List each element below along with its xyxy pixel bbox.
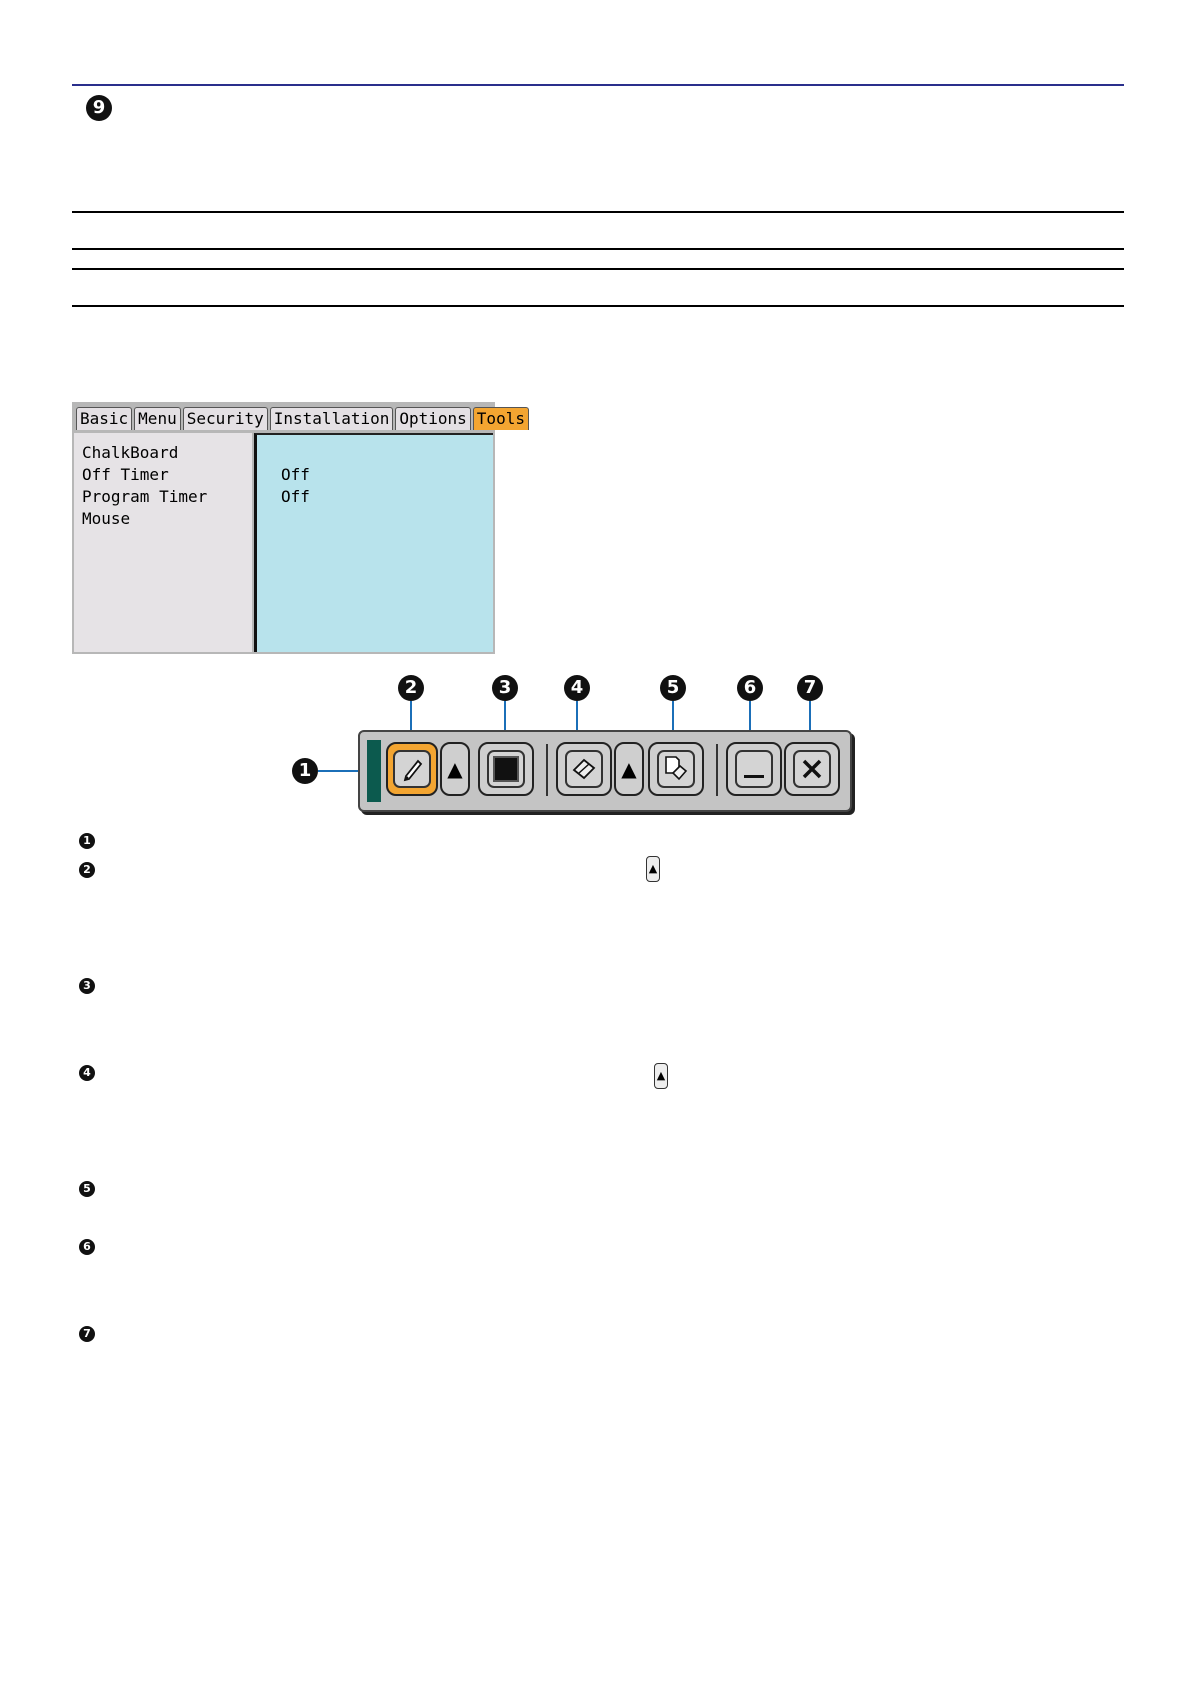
list-marker: 5: [79, 1181, 95, 1197]
table-rule: [72, 248, 1124, 250]
close-button[interactable]: [784, 742, 840, 796]
eraser-size-dropdown-button[interactable]: [614, 742, 644, 796]
eraser-button[interactable]: [556, 742, 612, 796]
tab-options[interactable]: Options: [395, 407, 470, 430]
toolbar-separator: [546, 744, 548, 796]
off-timer-value: Off: [281, 465, 310, 484]
tab-menu[interactable]: Menu: [134, 407, 181, 430]
toolbar-drag-handle[interactable]: [367, 740, 381, 802]
clear-icon: [657, 750, 695, 788]
pen-button[interactable]: [386, 742, 438, 796]
list-marker: 4: [79, 1065, 95, 1081]
list-marker: 6: [79, 1239, 95, 1255]
callout-badge: 3: [492, 675, 518, 701]
list-marker: 2: [79, 862, 95, 878]
eraser-icon: [565, 750, 603, 788]
tab-basic[interactable]: Basic: [76, 407, 132, 430]
list-marker: 3: [79, 978, 95, 994]
callout-badge: 5: [660, 675, 686, 701]
tab-installation[interactable]: Installation: [270, 407, 394, 430]
menu-item-off-timer[interactable]: Off Timer: [82, 465, 169, 484]
table-rule: [72, 268, 1124, 270]
menu-item-mouse[interactable]: Mouse: [82, 509, 131, 528]
toolbar-separator: [716, 744, 718, 796]
menu-item-program-timer[interactable]: Program Timer: [82, 487, 208, 506]
callout-badge: 4: [564, 675, 590, 701]
menu-items-panel: [74, 433, 252, 652]
callout-badge: 7: [797, 675, 823, 701]
header-rule: [72, 84, 1124, 86]
menu-tabs: [76, 407, 531, 433]
fill-square-icon: [487, 750, 525, 788]
list-marker: 1: [79, 833, 95, 849]
close-icon: [793, 750, 831, 788]
up-arrow-icon: ▲: [654, 1063, 668, 1089]
minimize-icon: [735, 750, 773, 788]
pen-color-dropdown-button[interactable]: [440, 742, 470, 796]
table-rule: [72, 211, 1124, 213]
up-arrow-icon: ▲: [621, 757, 637, 781]
tools-menu-screenshot: [72, 402, 525, 654]
callout-badge: 6: [737, 675, 763, 701]
tab-tools[interactable]: Tools: [473, 407, 529, 430]
section-badge: 9: [86, 95, 112, 121]
fill-button[interactable]: [478, 742, 534, 796]
up-arrow-icon: ▲: [646, 856, 660, 882]
menu-item-chalkboard[interactable]: ChalkBoard: [82, 443, 179, 462]
up-arrow-icon: ▲: [447, 757, 463, 781]
list-marker: 7: [79, 1326, 95, 1342]
callout-badge: 2: [398, 675, 424, 701]
clear-button[interactable]: [648, 742, 704, 796]
tab-security[interactable]: Security: [183, 407, 268, 430]
table-rule: [72, 305, 1124, 307]
program-timer-value: Off: [281, 487, 310, 506]
callout-badge: 1: [292, 758, 318, 784]
chalkboard-toolbar: [358, 730, 852, 812]
pen-icon: [393, 750, 431, 788]
menu-values-panel: [254, 433, 493, 652]
minimize-button[interactable]: [726, 742, 782, 796]
